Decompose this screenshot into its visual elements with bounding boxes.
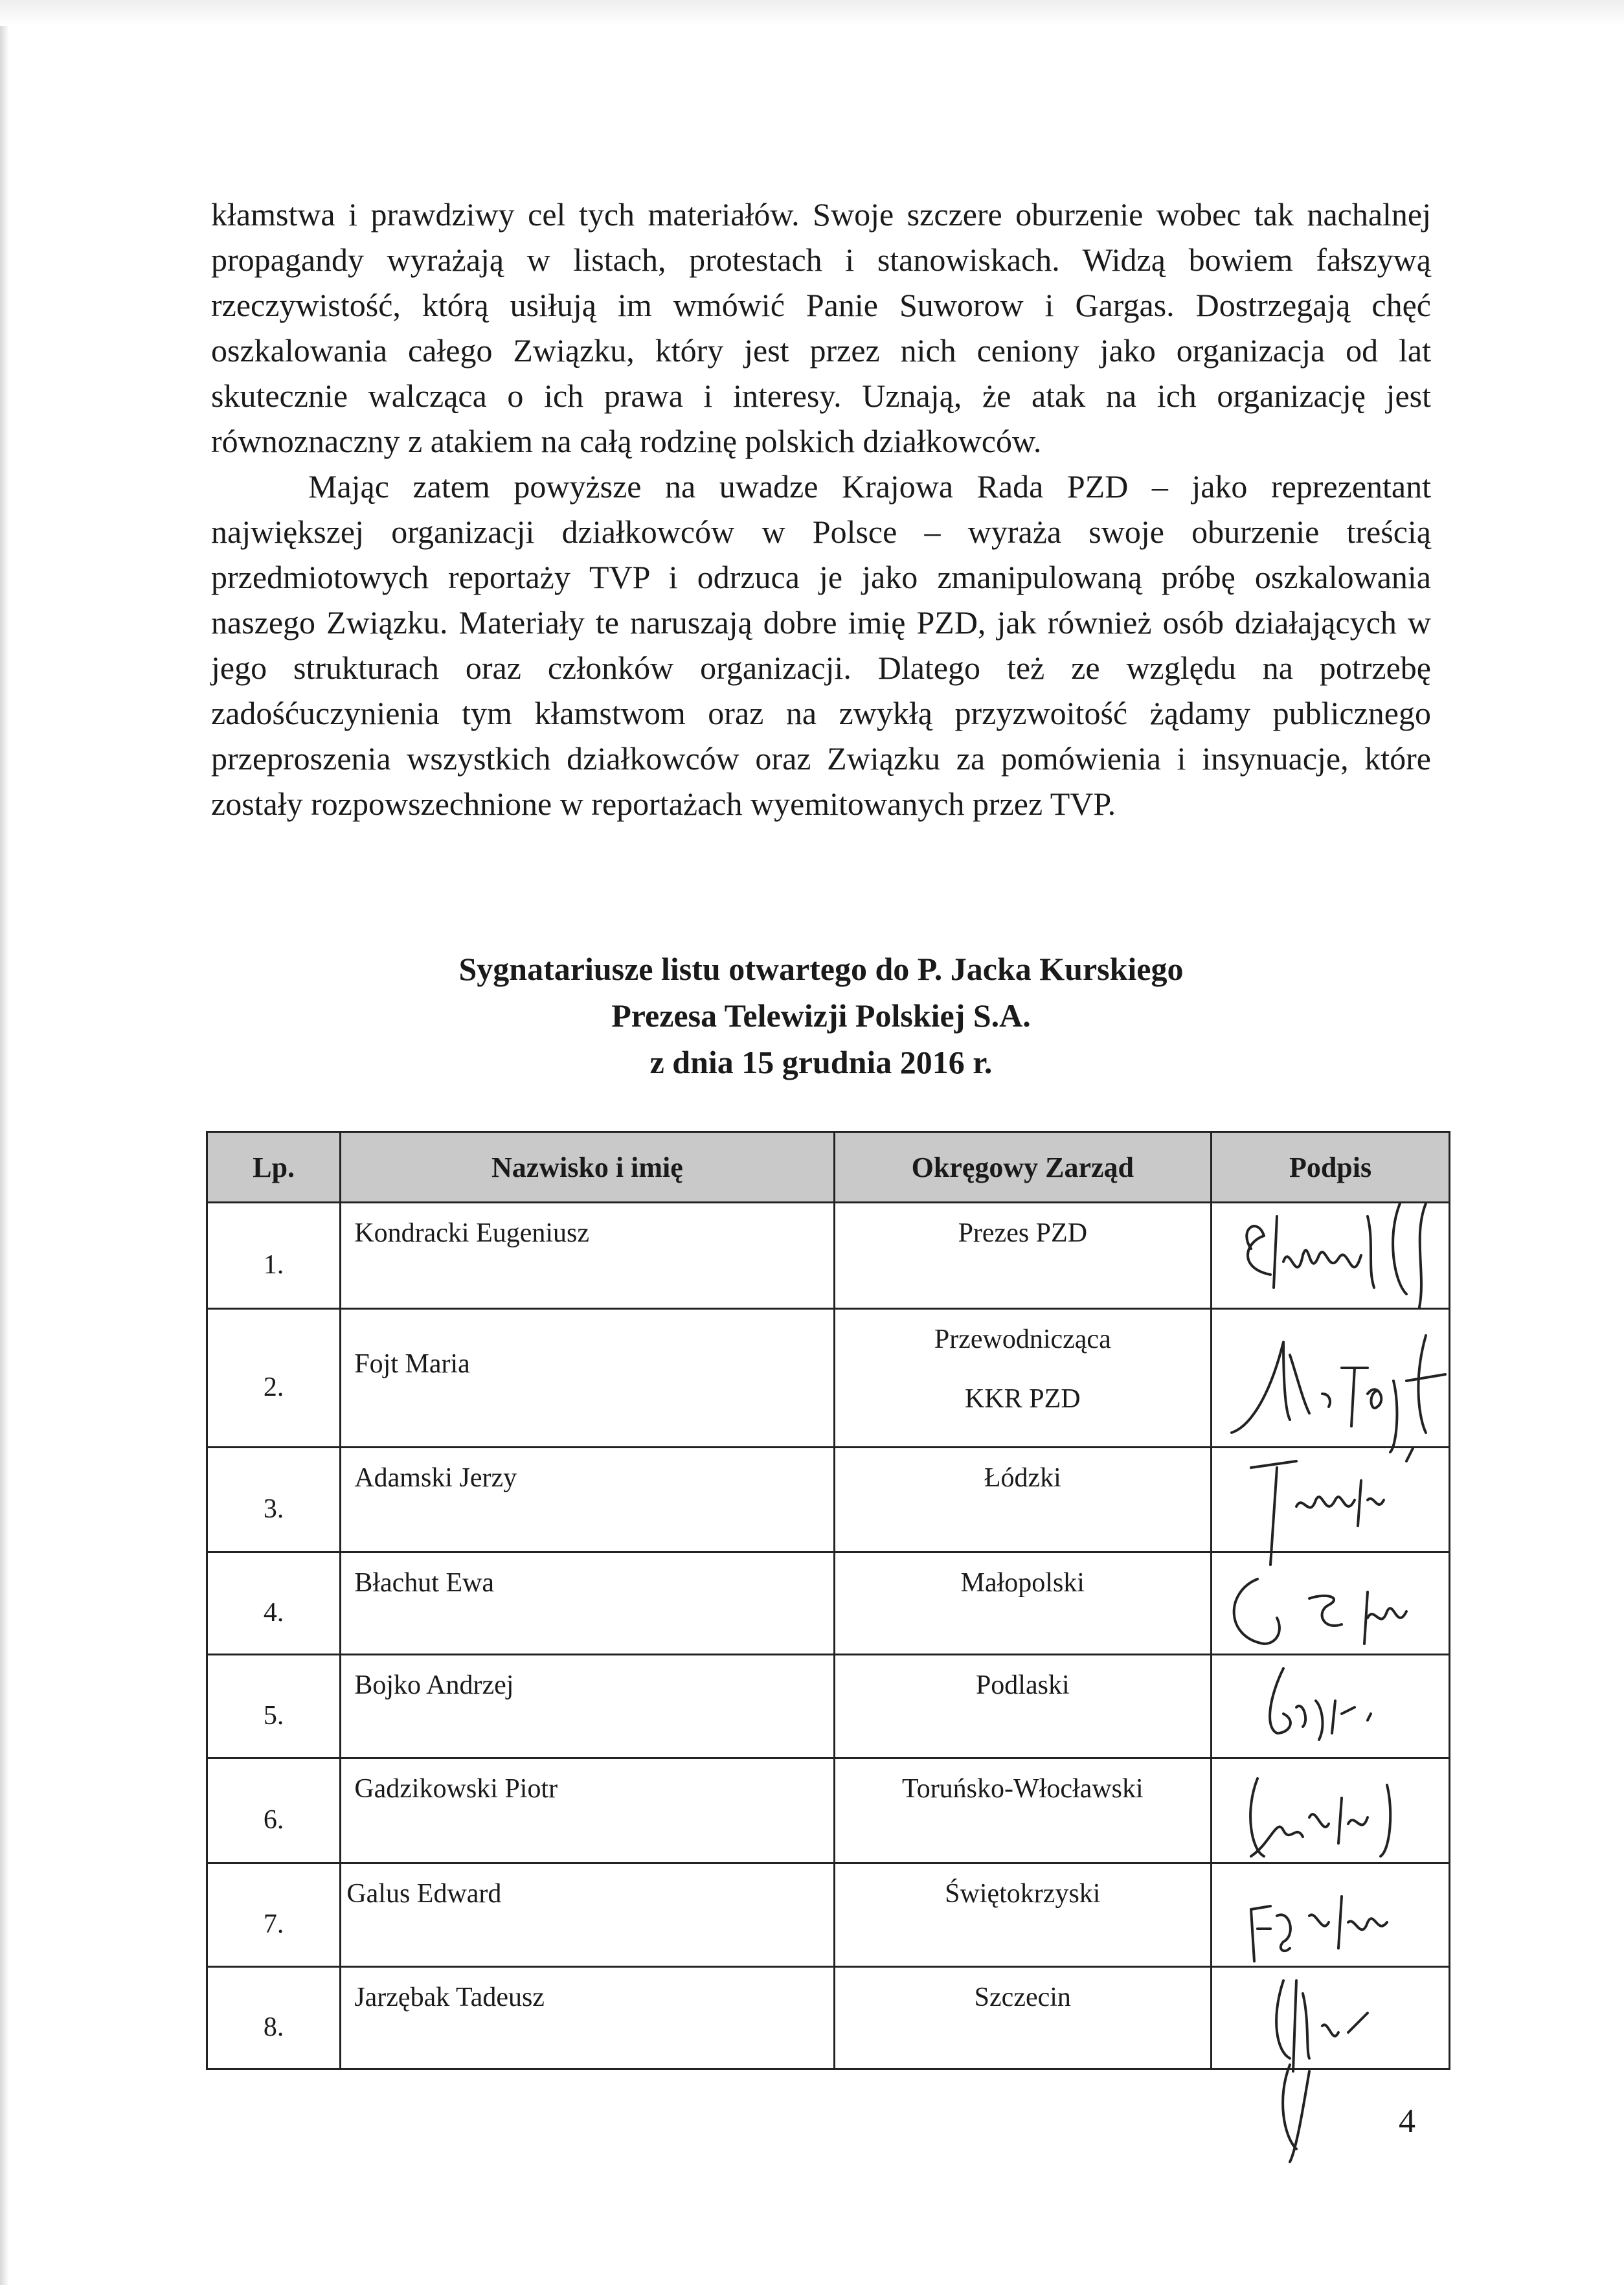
row-district-line1: Podlaski [975, 1670, 1070, 1700]
header-signature: Podpis [1212, 1132, 1450, 1203]
row-district [834, 1552, 1212, 1655]
row-district [834, 1863, 1212, 1967]
row-district [834, 1309, 1212, 1448]
row-district [834, 1655, 1212, 1758]
row-district-line1: Małopolski [960, 1568, 1085, 1598]
row-number: 8. [207, 1967, 341, 2069]
row-name: Błachut Ewa [341, 1552, 834, 1655]
table-row [207, 1203, 1450, 1309]
signature-cell [1212, 1967, 1450, 2069]
row-name: Fojt Maria [341, 1309, 834, 1448]
page-number: 4 [1399, 2103, 1415, 2140]
body-paragraph-1: kłamstwa i prawdziwy cel tych materiałów. Swoje szczere oburzenie wobec tak nachalnej propagandy wyrażają w listach, protestach i stanowiskach. Widzą bowiem fałszywą rzeczywistość, którą usiłują im wmówić Panie Suworow i Gargas. Dostrzegają chęć oszkalowania całego Związku, który jest przez nich ceniony jako organizacja od lat skutecznie walcząca o ich prawa i interesy. Uznają, że atak na ich organizację jest równoznaczny z atakiem na całą rodzinę polskich działkowców. [211, 196, 1431, 459]
signature-cell [1212, 1203, 1450, 1309]
row-name: Jarzębak Tadeusz [341, 1967, 834, 2069]
row-name: Gadzikowski Piotr [341, 1758, 834, 1863]
letter-body [211, 192, 1431, 826]
header-lp: Lp. [207, 1132, 341, 1203]
row-district-line2: KKR PZD [965, 1384, 1081, 1414]
scan-edge-top [0, 0, 1624, 26]
row-district [834, 1203, 1212, 1309]
row-district [834, 1758, 1212, 1863]
heading-line-2: Prezesa Telewizji Polskiej S.A. [611, 997, 1031, 1034]
header-name: Nazwisko i imię [341, 1132, 834, 1203]
handwritten-signature [1212, 1942, 1523, 2175]
row-number: 2. [207, 1309, 341, 1448]
row-name: Bojko Andrzej [341, 1655, 834, 1758]
signatories-table [206, 1131, 1450, 2070]
scan-edge [0, 0, 9, 2285]
heading-line-3: z dnia 15 grudnia 2016 r. [649, 1044, 993, 1080]
row-number: 6. [207, 1758, 341, 1863]
row-district [834, 1967, 1212, 2069]
row-name: Kondracki Eugeniusz [341, 1203, 834, 1309]
row-name: Adamski Jerzy [341, 1448, 834, 1552]
row-number: 3. [207, 1448, 341, 1552]
row-district-line1: Szczecin [974, 1983, 1071, 2012]
row-district-line1: Prezes PZD [958, 1218, 1088, 1248]
row-number: 4. [207, 1552, 341, 1655]
table-row [207, 1967, 1450, 2069]
row-district-line1: Łódzki [984, 1463, 1061, 1493]
heading-line-1: Sygnatariusze listu otwartego do P. Jacka Kurskiego [458, 951, 1184, 987]
row-name: Galus Edward [341, 1863, 834, 1967]
handwritten-signature [1212, 1177, 1523, 1320]
row-number: 5. [207, 1655, 341, 1758]
row-district [834, 1448, 1212, 1552]
row-district-line1: Świętokrzyski [945, 1879, 1101, 1909]
body-paragraph-2: Mając zatem powyższe na uwadze Krajowa Rada PZD – jako reprezentant największej organizacji działkowców w Polsce – wyraża swoje oburzenie treścią przedmiotowych reportaży TVP i odrzuca je jako zmanipulowaną próbę oszkalowania naszego Związku. Materiały te naruszają dobre imię PZD, jak również osób działających w jego strukturach oraz członków organizacji. Dlatego też ze względu na potrzebę zadośćuczynienia tym kłamstwom oraz na zwykłą przyzwoitość żądamy publicznego przeproszenia wszystkich działkowców oraz Związku za pomówienia i insynuacje, które zostały rozpowszechnione w reportażach wyemitowanych przez TVP. [211, 468, 1431, 822]
row-district-line1: Toruńsko-Włocławski [901, 1774, 1144, 1804]
row-number: 1. [207, 1203, 341, 1309]
row-number: 7. [207, 1863, 341, 1967]
row-district-line1: Przewodnicząca [934, 1324, 1111, 1354]
header-district: Okręgowy Zarząd [834, 1132, 1212, 1203]
signatories-heading [211, 946, 1431, 1086]
